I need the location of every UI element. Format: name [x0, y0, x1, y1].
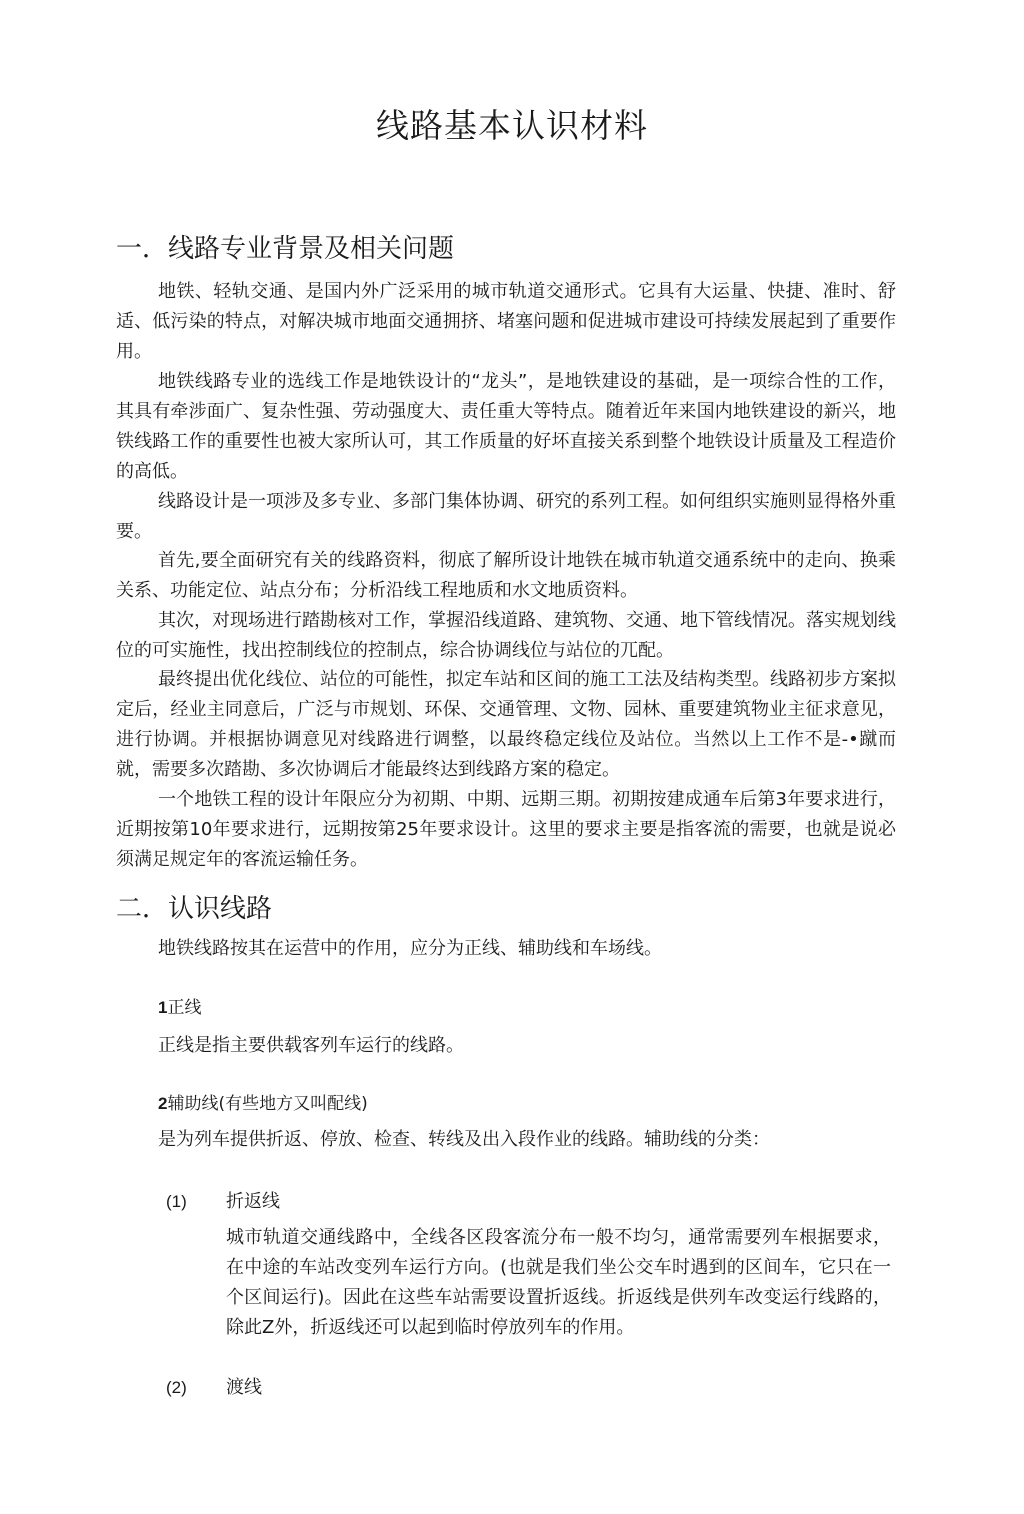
subheading-mainline — [158, 993, 201, 1023]
list-item-title: 折返线 — [226, 1191, 280, 1212]
document-title: 线路基本认识材料 — [376, 106, 648, 145]
list-item-title: 渡线 — [226, 1377, 262, 1398]
paragraph: 最终提出优化线位、站位的可能性，拟定车站和区间的施工工法及结构类型。线路初步方案拟定后，经业主同意后，广泛与市规划、环保、交通管理、文物、园林、重要建筑物业主征求意见，进行协调。并根据协调意见对线路进行调整，以最终稳定线位及站位。当然以上工作不是-•蹴而就，需要多次踏勘、多次协调后才能最终达到线路方案的稳定。 — [116, 669, 896, 780]
subheading-auxiliary-line — [158, 1089, 368, 1119]
subheading-text: 是为列车提供折返、停放、检查、转线及出入段作业的线路。辅助线的分类： — [158, 1129, 770, 1150]
subheading-text: 正线是指主要供载客列车运行的线路。 — [158, 1035, 464, 1056]
subheading-title: 正线 — [167, 998, 202, 1018]
paragraph: 一个地铁工程的设计年限应分为初期、中期、远期三期。初期按建成通车后第3年要求进行，近期按第10年要求进行，远期按第25年要求设计。这里的要求主要是指客流的需要，也就是说必须满足规定年的客流运输任务。 — [116, 789, 896, 870]
list-item-number: (2) — [166, 1378, 187, 1397]
paragraph: 其次，对现场进行踏勘核对工作，掌握沿线道路、建筑物、交通、地下管线情况。落实规划线位的可实施性，找出控制线位的控制点，综合协调线位与站位的兀配。 — [116, 610, 896, 661]
section-heading-1: 一．线路专业背景及相关问题 — [116, 234, 455, 264]
section-heading-2: 二．认识线路 — [116, 894, 273, 924]
subheading-number: 2 — [158, 1094, 168, 1113]
paragraph: 地铁、轻轨交通、是国内外广泛采用的城市轨道交通形式。它具有大运量、快捷、准时、舒适、低污染的特点，对解决城市地面交通拥挤、堵塞问题和促进城市建设可持续发展起到了重要作用。 — [116, 281, 896, 362]
list-item-text: 城市轨道交通线路中，全线各区段客流分布一般不均匀，通常需要列车根据要求，在中途的车站改变列车运行方向。(也就是我们坐公交车时遇到的区间车，它只在一个区间运行)。因此在这些车站需要设置折返线。折返线是供列车改变运行线路的，除此Z外，折返线还可以起到临时停放列车的作用。 — [226, 1227, 891, 1338]
subheading-number: 1 — [158, 998, 168, 1017]
list-item-number: (1) — [166, 1192, 187, 1211]
paragraph: 首先,要全面研究有关的线路资料，彻底了解所设计地铁在城市轨道交通系统中的走向、换乘关系、功能定位、站点分布；分析沿线工程地质和水文地质资料。 — [116, 550, 896, 601]
subheading-title: 辅助线(有些地方又叫配线) — [167, 1094, 368, 1114]
paragraph: 地铁线路专业的选线工作是地铁设计的“龙头”，是地铁建设的基础，是一项综合性的工作，其具有牵涉面广、复杂性强、劳动强度大、责任重大等特点。随着近年来国内地铁建设的新兴，地铁线路工作的重要性也被大家所认可，其工作质量的好坏直接关系到整个地铁设计质量及工程造价的高低。 — [116, 371, 896, 482]
paragraph: 线路设计是一项涉及多专业、多部门集体协调、研究的系列工程。如何组织实施则显得格外重要。 — [116, 491, 896, 542]
section2-intro: 地铁线路按其在运营中的作用，应分为正线、辅助线和车场线。 — [158, 938, 662, 959]
